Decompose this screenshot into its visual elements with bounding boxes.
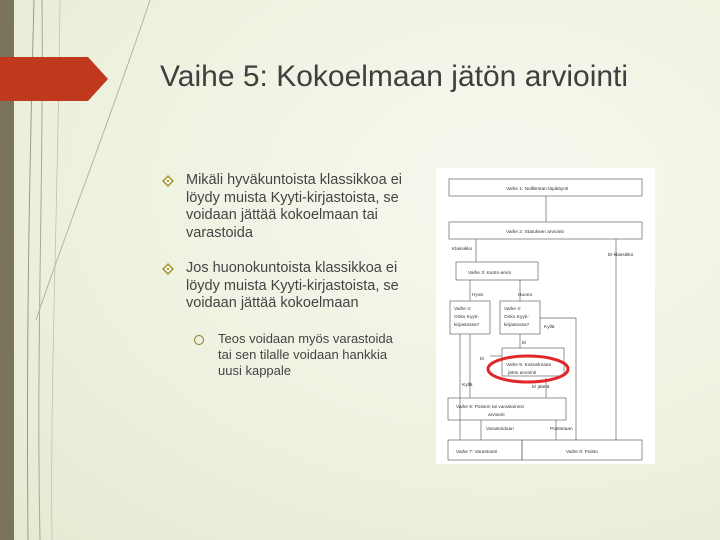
flow-label-hyva: Hyvä — [472, 293, 483, 298]
flow-label-ei-jateta: Ei jätetä — [532, 385, 550, 390]
flow-label-klassikko: Klassikko — [452, 247, 473, 252]
bullet-text: Jos huonokuntoista klassikkoa ei löydy muista Kyyti-kirjastoista, se voidaan jättää kokoelmaan — [186, 260, 399, 311]
flow-step4b: Vaihe 4: — [504, 307, 522, 312]
flow-step2: Vaihe 2: Statuksen arviointi — [506, 230, 564, 235]
diamond-bullet-icon — [162, 260, 174, 278]
flow-label-kylla: Kyllä — [544, 325, 555, 330]
flow-step5: jätön arviointi — [508, 371, 537, 376]
flow-step3: Vaihe 3: Kunto-arvio — [468, 271, 512, 276]
circle-bullet-icon — [194, 335, 204, 345]
flow-label-eiklassikko: Ei-klassikko — [608, 253, 634, 258]
flow-label-kylla: Kyllä — [462, 383, 473, 388]
flow-step4b: Onko Kyyti- — [504, 315, 529, 320]
slide-title: Vaihe 5: Kokoelmaan jätön arviointi — [160, 60, 629, 93]
flow-step4a: kirjastossa? — [454, 323, 480, 328]
flow-step1: Vaihe 1: Nollkirstan läpikäynti — [506, 187, 569, 192]
flow-step4a: Vaihe 4: — [454, 307, 472, 312]
flow-step4b: kirjastossa? — [504, 323, 530, 328]
flow-step6: Vaihe 6: Poiston tai varastoinnin — [456, 405, 525, 410]
flow-step7: Vaihe 7: Varastointi — [456, 450, 497, 455]
diamond-bullet-icon — [162, 172, 174, 190]
bullet-item — [162, 172, 402, 242]
bullet-text: Mikäli hyväkuntoista klassikkoa ei löydy muista Kyyti-kirjastoista, se voidaan jättää kokoelmaan tai varastoida — [186, 172, 402, 241]
flow-label-ei: Ei — [480, 357, 485, 362]
flow-label-huono: Huono — [518, 293, 533, 298]
flow-step6: arviointi — [488, 413, 505, 418]
flow-label-poistetaan: Poistetaan — [550, 427, 573, 432]
flow-step4a: Onko Kyyti- — [454, 315, 479, 320]
sub-bullet-text: Teos voidaan myös varastoida tai sen tilalle voidaan hankkia uusi kappale — [218, 330, 393, 378]
flow-label-ei: Ei — [522, 341, 527, 346]
flow-step5: Vaihe 5: Kokoelmaan — [506, 363, 552, 368]
flow-label-varastoidaan: Varastoidaan — [486, 427, 514, 432]
sub-bullet-item — [194, 331, 402, 379]
bullet-item — [162, 260, 402, 313]
flowchart-image — [436, 168, 655, 464]
bullet-list — [162, 172, 402, 379]
title-accent-bar — [0, 57, 108, 101]
flow-step8: Vaihe 8: Poisto — [566, 450, 598, 455]
